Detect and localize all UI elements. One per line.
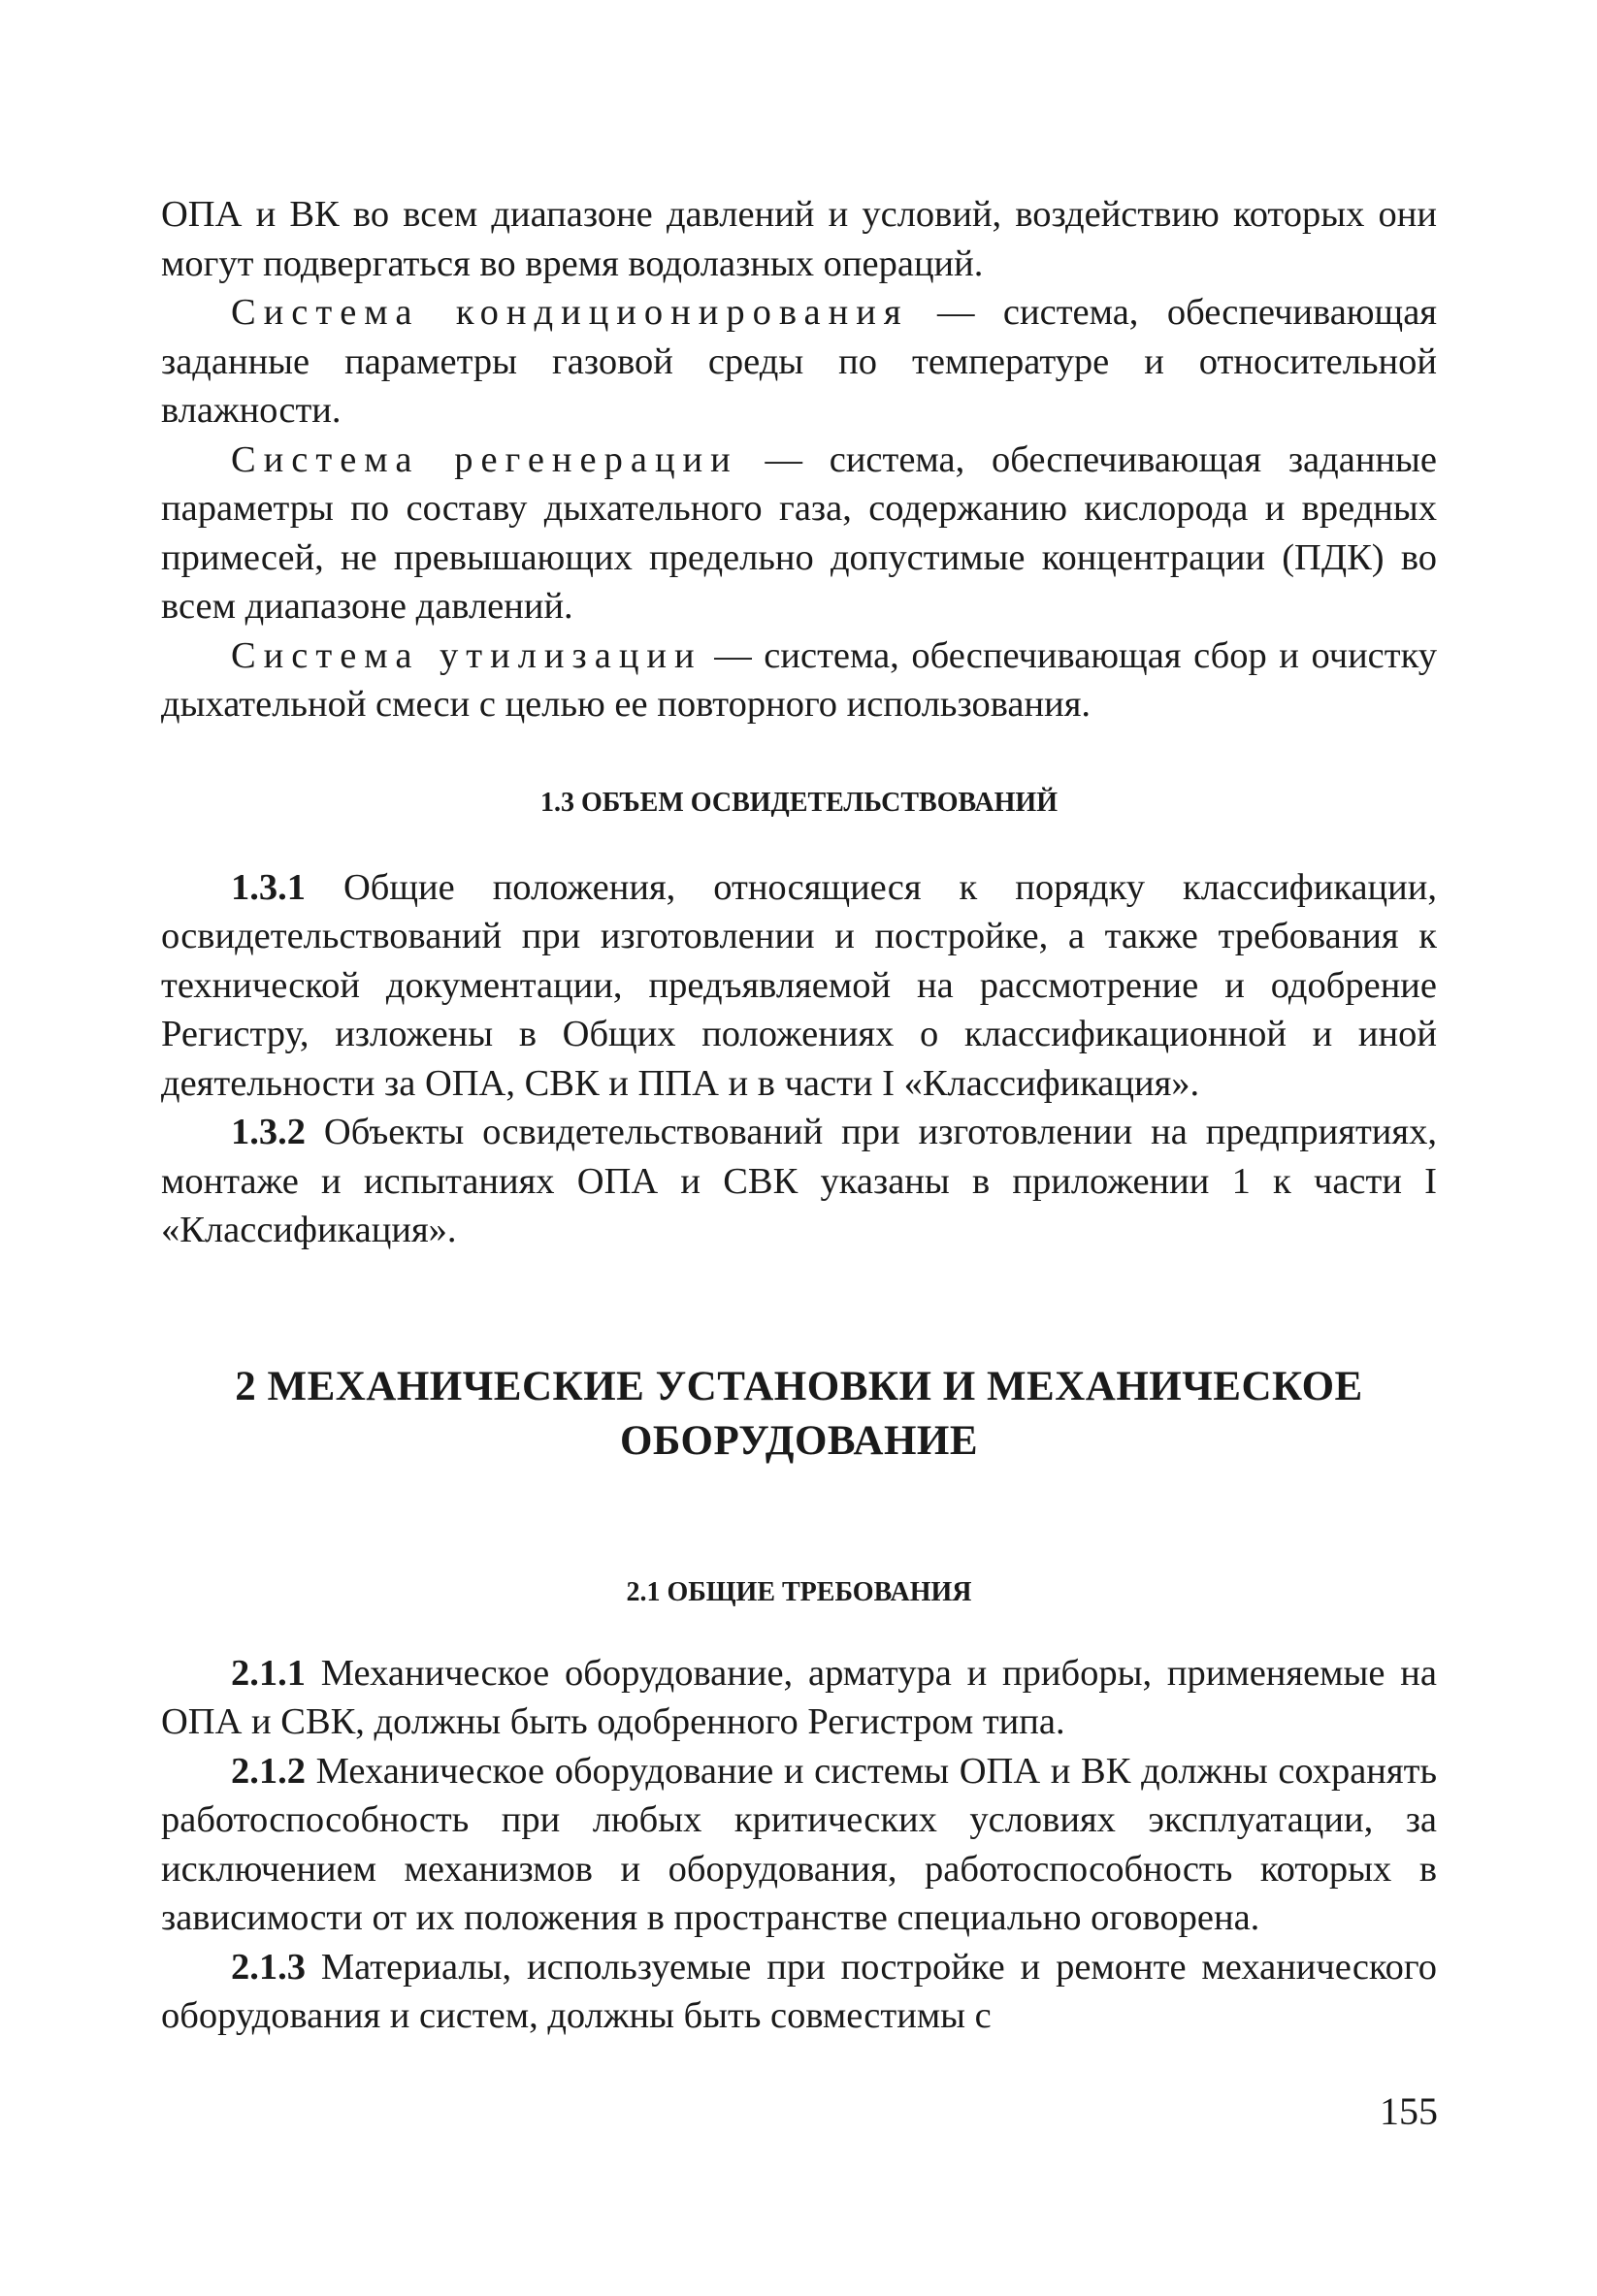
term-utilization: Система утилизации xyxy=(231,634,702,676)
clause-number: 1.3.1 xyxy=(231,866,306,908)
clause-1-3-2 xyxy=(161,1108,1437,1255)
chapter-title-line-2: ОБОРУДОВАНИЕ xyxy=(619,1417,979,1464)
page-body xyxy=(161,190,1437,2041)
definition-text: — система, обеспечивающая заданные параметры по составу дыхательного газа, содержанию кислорода и вредных примесей, не превышающих предельно допустимые концентрации (ПДК) во всем диапазоне давлений. xyxy=(161,438,1437,627)
clause-text: Механическое оборудование, арматура и приборы, применяемые на ОПА и СВК, должны быть одобренного Регистром типа. xyxy=(161,1652,1437,1742)
page-number: 155 xyxy=(1380,2089,1438,2133)
paragraph-continuation: ОПА и ВК во всем диапазоне давлений и условий, воздействию которых они могут подвергаться во время водолазных операций. xyxy=(161,194,1437,284)
definition-text: — система, обеспечивающая сбор и очистку дыхательной смеси с целью ее повторного использования. xyxy=(161,634,1437,725)
definition-utilization xyxy=(161,631,1437,729)
clause-1-3-1 xyxy=(161,863,1437,1109)
clause-2-1-3 xyxy=(161,1943,1437,2041)
clause-text: Материалы, используемые при постройке и ремонте механического оборудования и систем, должны быть совместимы с xyxy=(161,1946,1437,2036)
clause-2-1-1 xyxy=(161,1649,1437,1747)
clause-number: 2.1.3 xyxy=(231,1946,306,1988)
clause-number: 1.3.2 xyxy=(231,1112,306,1152)
clause-number: 2.1.2 xyxy=(231,1750,306,1792)
section-heading-2-1: 2.1 ОБЩИЕ ТРЕБОВАНИЯ xyxy=(626,1576,972,1607)
clause-text: Общие положения, относящиеся к порядку классификации, освидетельствований при изготовлении и постройке, а также требования к технической документации, предъявляемой на рассмотрение и одобрение Регистру, изложены в Общих положениях о классификационной и иной деятельности за ОПА, СВК и ППА и в части I «Классификация». xyxy=(161,866,1437,1104)
definition-conditioning xyxy=(161,288,1437,436)
term-regeneration: Система регенерации xyxy=(231,438,738,480)
definition-regeneration xyxy=(161,436,1437,631)
clause-text: Объекты освидетельствований при изготовлении на предприятиях, монтаже и испытаниях ОПА и СВК указаны в приложении 1 к части I «Классификация». xyxy=(161,1112,1437,1250)
clause-number: 2.1.1 xyxy=(231,1652,306,1694)
chapter-title-line-1: 2 МЕХАНИЧЕСКИЕ УСТАНОВКИ И МЕХАНИЧЕСКОЕ xyxy=(235,1363,1363,1409)
clause-2-1-2 xyxy=(161,1747,1437,1943)
chapter-title xyxy=(161,1360,1437,1469)
term-conditioning: Система кондиционирования xyxy=(231,292,909,333)
definition-text: — система, обеспечивающая заданные параметры газовой среды по температуре и относительной влажности. xyxy=(161,292,1437,431)
clause-text: Механическое оборудование и системы ОПА и ВК должны сохранять работоспособность при любых критических условиях эксплуатации, за исключением механизмов и оборудования, работоспособность которых в зависимости от их положения в пространстве специально оговорена. xyxy=(161,1750,1437,1938)
section-heading-1-3: 1.3 ОБЪЕМ ОСВИДЕТЕЛЬСТВОВАНИЙ xyxy=(540,787,1058,818)
